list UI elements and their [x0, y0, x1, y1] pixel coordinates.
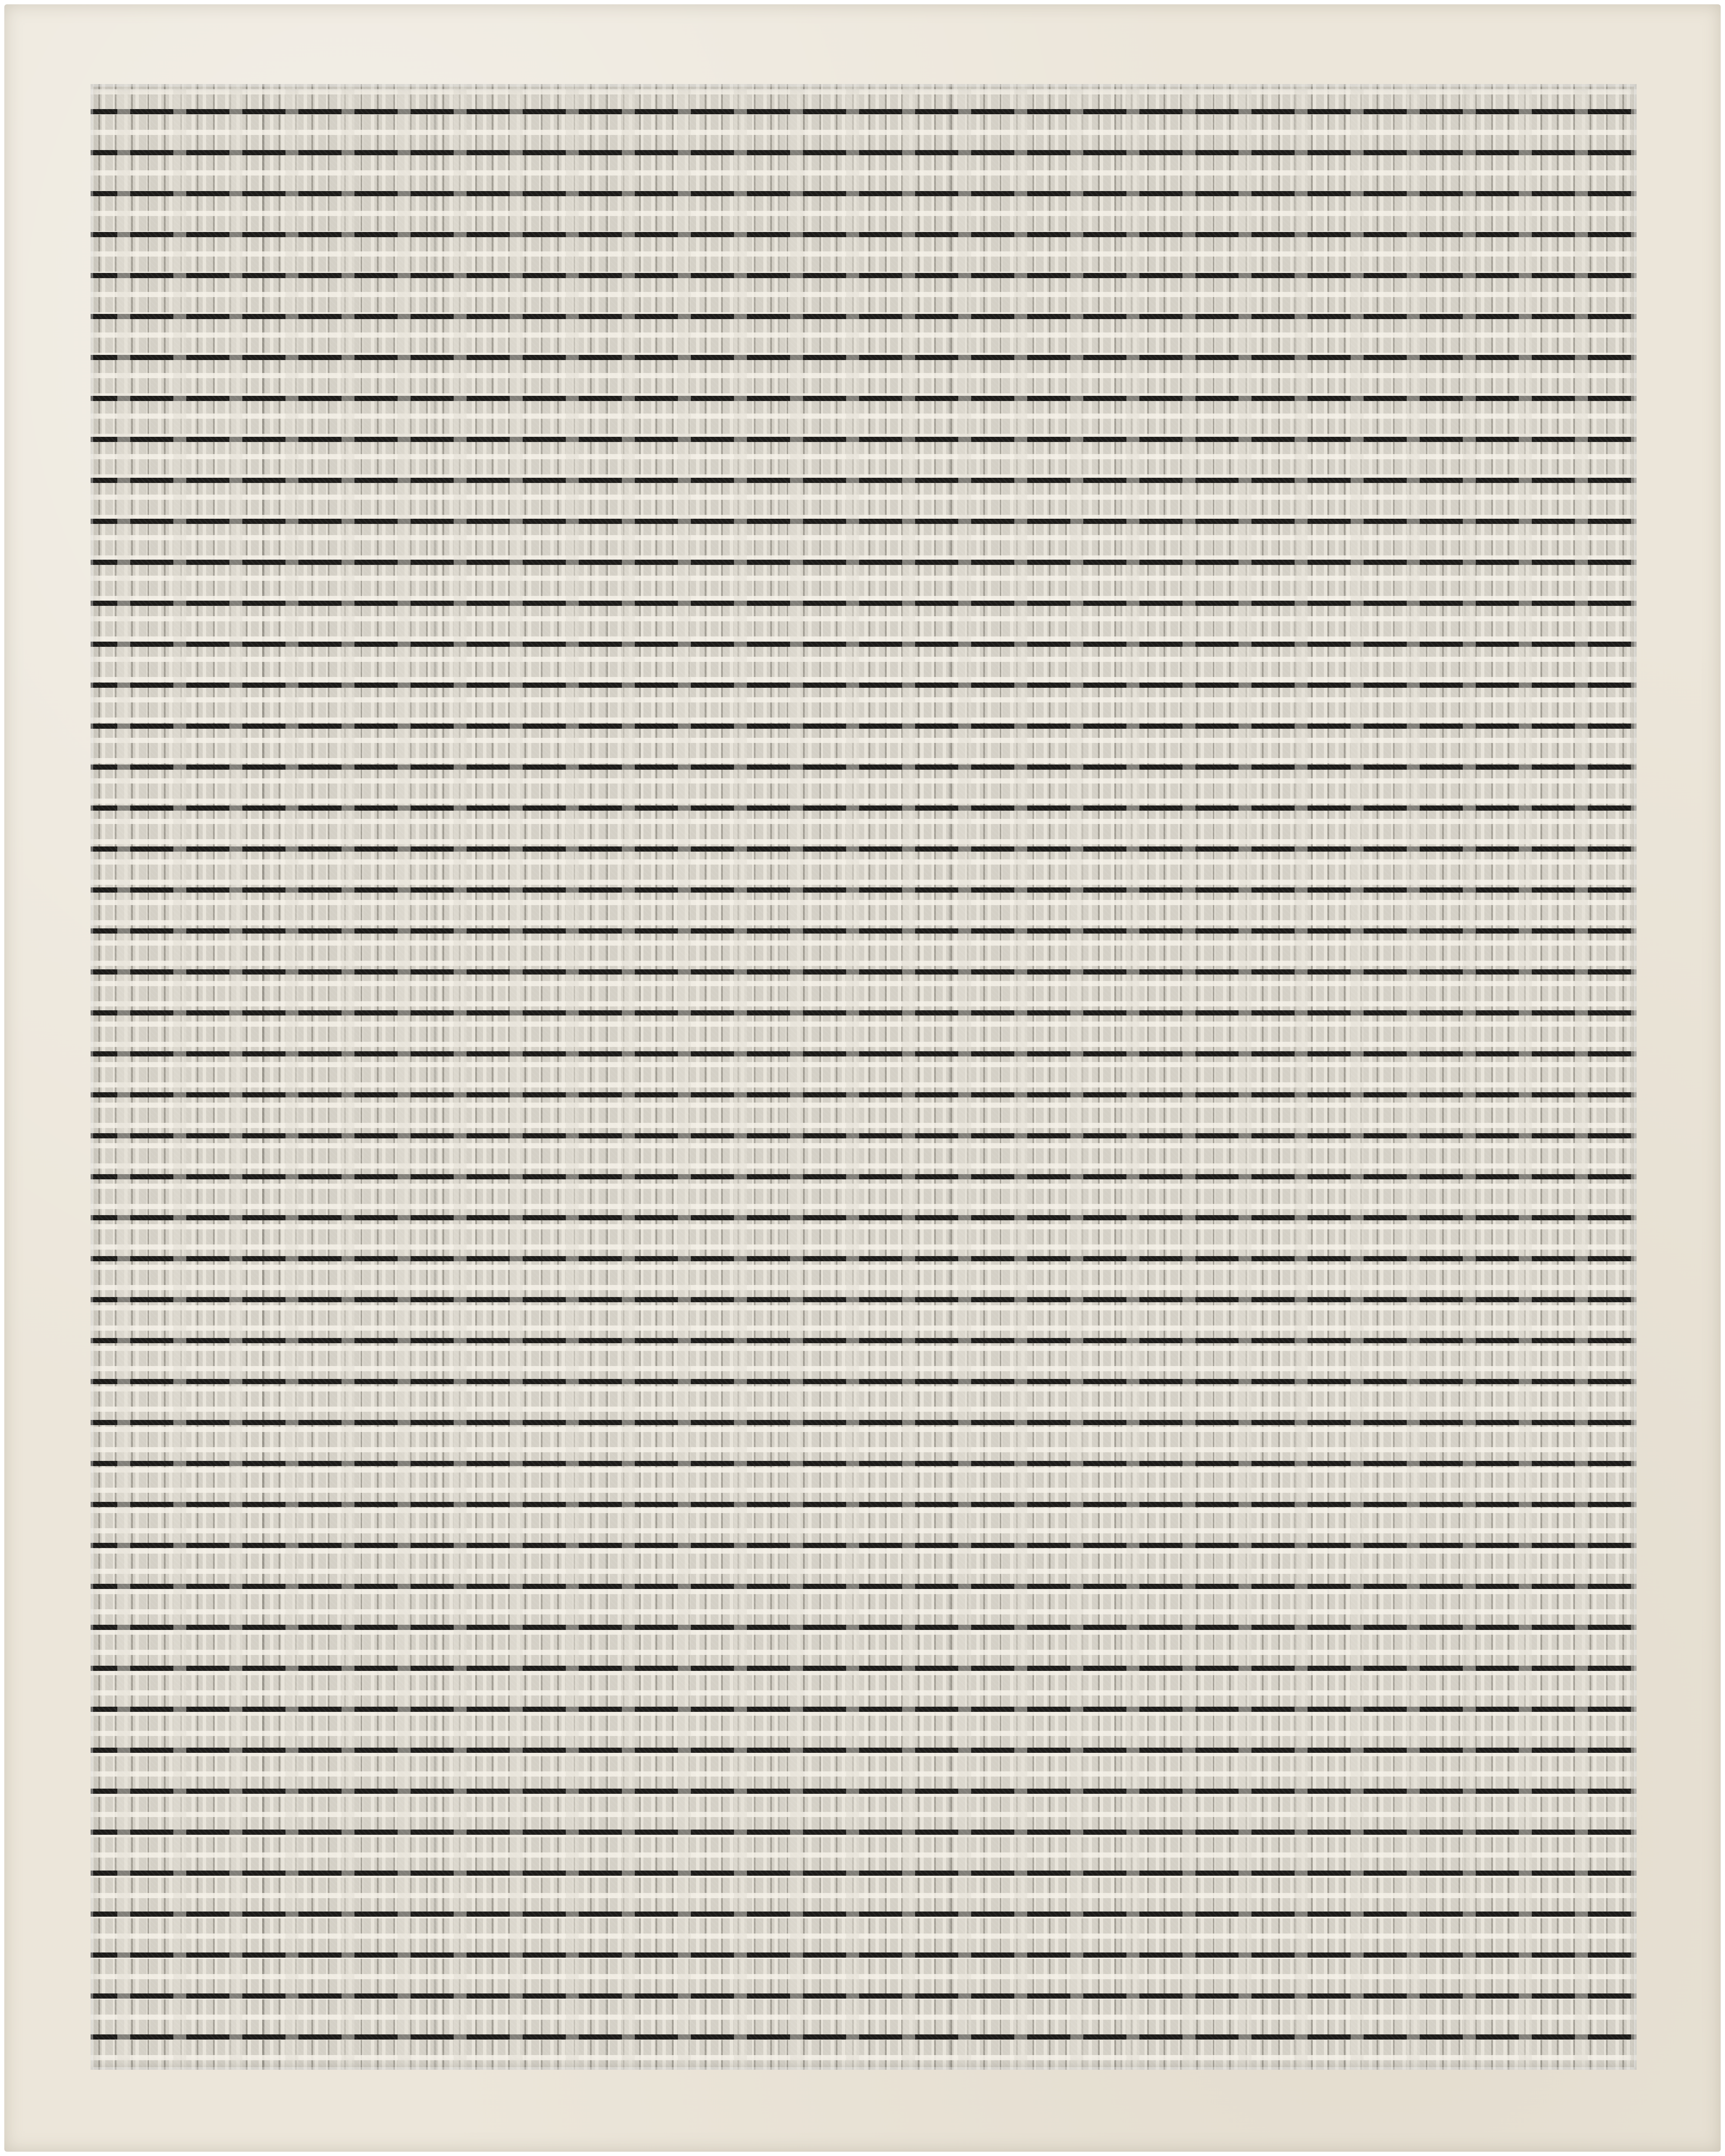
rug-woven-field: [91, 84, 1637, 2070]
field-edge: [91, 84, 1637, 2070]
